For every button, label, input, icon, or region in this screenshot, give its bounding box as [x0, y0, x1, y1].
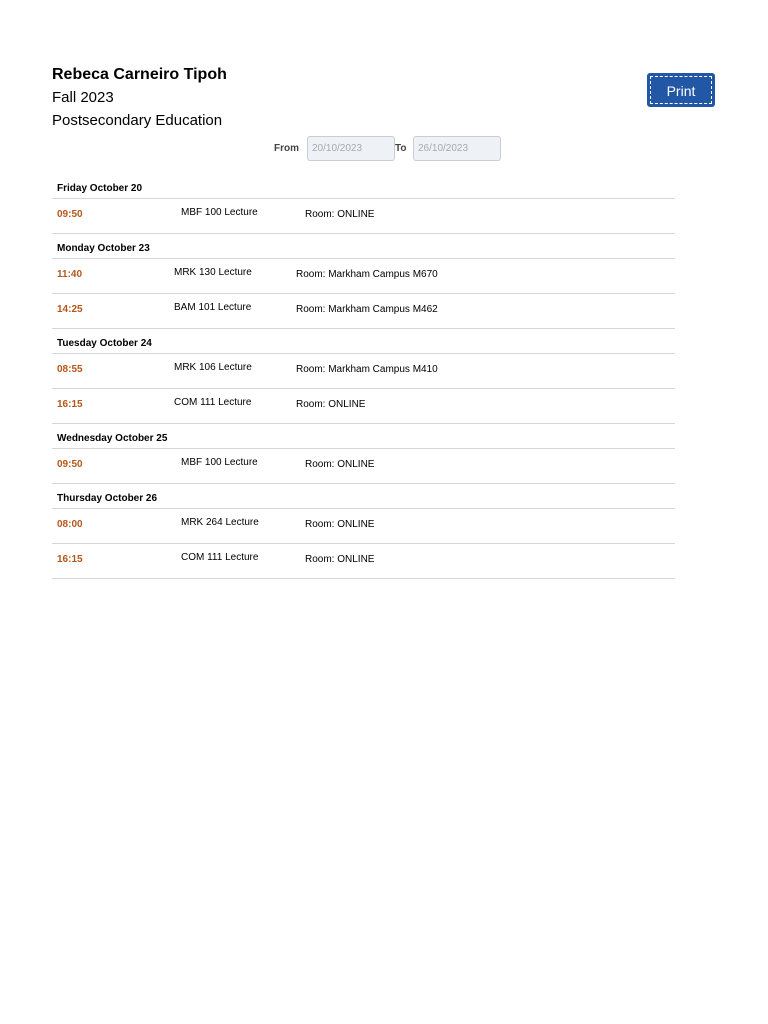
schedule-list	[52, 174, 675, 579]
session-row	[52, 294, 675, 329]
day-header: Friday October 20	[52, 174, 675, 199]
session-row	[52, 259, 675, 294]
session-row	[52, 199, 675, 234]
session-room: Room: ONLINE	[296, 399, 366, 410]
session-time: 14:25	[57, 304, 83, 315]
session-row	[52, 449, 675, 484]
day-header: Thursday October 26	[52, 484, 675, 509]
session-time: 16:15	[57, 554, 83, 565]
session-time: 09:50	[57, 209, 83, 220]
session-row	[52, 544, 675, 579]
session-time: 11:40	[57, 269, 83, 280]
session-course: MRK 130 Lecture	[174, 267, 252, 278]
student-name: Rebeca Carneiro Tipoh	[52, 66, 227, 83]
session-course: COM 111 Lecture	[181, 552, 259, 563]
session-room: Room: ONLINE	[305, 209, 375, 220]
session-room: Room: ONLINE	[305, 519, 375, 530]
from-date-input[interactable]: 20/10/2023	[307, 136, 395, 161]
session-row	[52, 509, 675, 544]
session-course: MRK 264 Lecture	[181, 517, 259, 528]
session-time: 16:15	[57, 399, 83, 410]
session-room: Room: Markham Campus M462	[296, 304, 438, 315]
print-button[interactable]: Print	[647, 73, 715, 107]
session-time: 09:50	[57, 459, 83, 470]
day-header: Wednesday October 25	[52, 424, 675, 449]
session-course: MBF 100 Lecture	[181, 207, 258, 218]
session-room: Room: Markham Campus M410	[296, 364, 438, 375]
program-label: Postsecondary Education	[52, 112, 223, 129]
session-course: COM 111 Lecture	[174, 397, 252, 408]
session-room: Room: Markham Campus M670	[296, 269, 438, 280]
session-course: MBF 100 Lecture	[181, 457, 258, 468]
term-label: Fall 2023	[52, 89, 114, 106]
session-course: BAM 101 Lecture	[174, 302, 252, 313]
session-room: Room: ONLINE	[305, 554, 375, 565]
session-room: Room: ONLINE	[305, 459, 375, 470]
from-label: From	[274, 143, 299, 154]
day-header: Monday October 23	[52, 234, 675, 259]
session-row	[52, 389, 675, 424]
day-header: Tuesday October 24	[52, 329, 675, 354]
session-row	[52, 354, 675, 389]
to-date-input[interactable]: 26/10/2023	[413, 136, 501, 161]
session-course: MRK 106 Lecture	[174, 362, 252, 373]
to-label: To	[395, 143, 407, 154]
session-time: 08:00	[57, 519, 83, 530]
student-header	[52, 64, 227, 132]
session-time: 08:55	[57, 364, 83, 375]
